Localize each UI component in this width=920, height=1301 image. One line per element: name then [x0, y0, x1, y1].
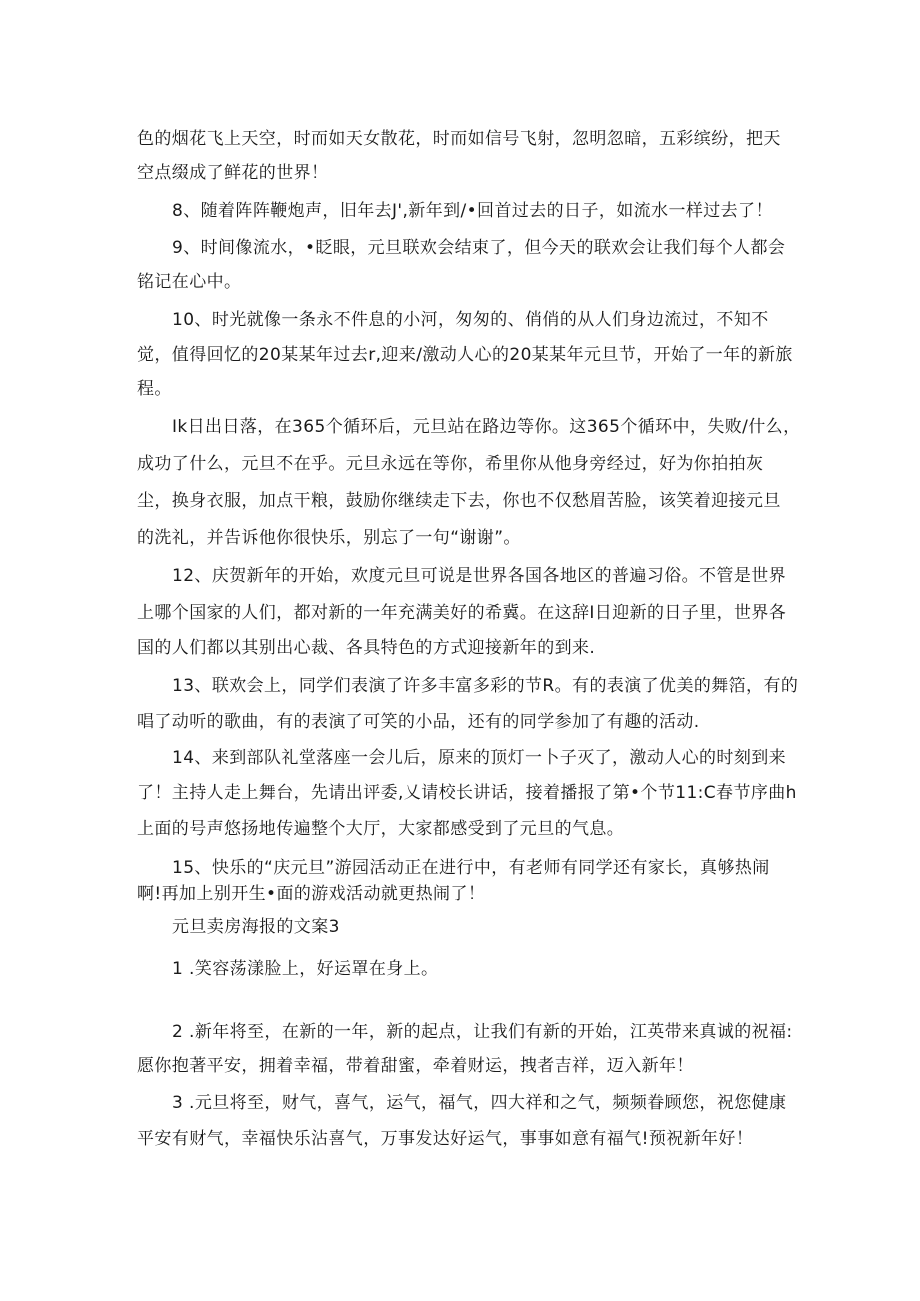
- text-line: 14、来到部队礼堂落座一会儿后，原来的顶灯一卜子灭了，激动人心的时刻到来: [172, 748, 787, 768]
- text-line: 上哪个国家的人们，都对新的一年充满美好的希冀。在这辞I日迎新的日子里，世界各: [137, 603, 787, 623]
- text-line: Ik日出日落，在365个循环后，元旦站在路边等你。这365个循环中，失败/什么，: [172, 417, 801, 437]
- text-line: 空点缀成了鲜花的世界！: [137, 163, 329, 183]
- text-line: 啊!再加上别开生•面的游戏活动就更热闹了！: [137, 884, 486, 904]
- text-line: 1 .笑容荡漾脸上，好运罩在身上。: [172, 959, 439, 979]
- text-line: 13、联欢会上，同学们表演了许多丰富多彩的节R。有的表演了优美的舞箔，有的: [172, 676, 799, 696]
- text-line: 10、时光就像一条永不件息的小河，匆匆的、俏俏的从人们身边流过，不知不: [172, 310, 769, 330]
- text-line: 成功了什么，元旦不在乎。元旦永远在等你，希里你从他身旁经过，好为你拍拍灰: [137, 454, 764, 474]
- text-line: 3 .元旦将至，财气，喜气，运气，福气，四大祥和之气，频频眷顾您，祝您健康: [172, 1093, 787, 1113]
- text-line: 8、随着阵阵鞭炮声，旧年去J',新年到/•回首过去的日子，如流水一样过去了！: [172, 201, 773, 221]
- text-line: 铭记在心中。: [137, 272, 242, 292]
- text-line: 15、快乐的“庆元旦”游园活动正在进行中，有老师有同学还有家长，真够热闹: [172, 858, 770, 878]
- text-line: 唱了动听的歌曲，有的表演了可笑的小品，还有的同学参加了有趣的活动.: [137, 712, 700, 732]
- text-line: 色的烟花飞上天空，时而如天女散花，时而如信号飞射，忽明忽暗，五彩缤纷，把天: [137, 129, 781, 149]
- text-line: 上面的号声悠扬地传遍整个大厅，大家都感受到了元旦的气息。: [137, 819, 625, 839]
- text-line: 2 .新年将至，在新的一年，新的起点，让我们有新的开始，江英带来真诚的祝福:: [172, 1022, 793, 1042]
- text-line: 平安有财气，幸福快乐沾喜气，万事发达好运气，事事如意有福气!预祝新年好！: [137, 1129, 754, 1149]
- text-line: 国的人们都以其别出心裁、各具特色的方式迎接新年的到来.: [137, 638, 596, 658]
- text-line: 了！主持人走上舞台，先请出评委,乂请校长讲话，接着播报了第•个节11:C春节序曲h: [137, 783, 797, 803]
- text-line: 觉，值得回忆的20某某年过去r,迎来/激动人心的20某某年元旦节，开始了一年的新旅: [137, 345, 793, 365]
- text-line: 12、庆贺新年的开始，欢度元旦可说是世界各国各地区的普遍习俗。不管是世界: [172, 566, 787, 586]
- text-line: 尘，换身衣服，加点干粮，鼓励你继续走下去，你也不仅愁眉苦脸，该笑着迎接元旦: [137, 491, 781, 511]
- text-line: 的洗礼，并告诉他你很快乐，别忘了一句“谢谢”。: [137, 528, 521, 548]
- section-heading: 元旦卖房海报的文案3: [172, 917, 340, 937]
- text-line: 9、时间像流水，•眨眼，元旦联欢会结束了，但今天的联欢会让我们每个人都会: [172, 238, 786, 258]
- text-line: 程。: [137, 379, 172, 399]
- text-line: 愿你抱著平安，拥着幸福，带着甜蜜，牵着财运，拽者吉祥，迈入新年！: [137, 1056, 694, 1076]
